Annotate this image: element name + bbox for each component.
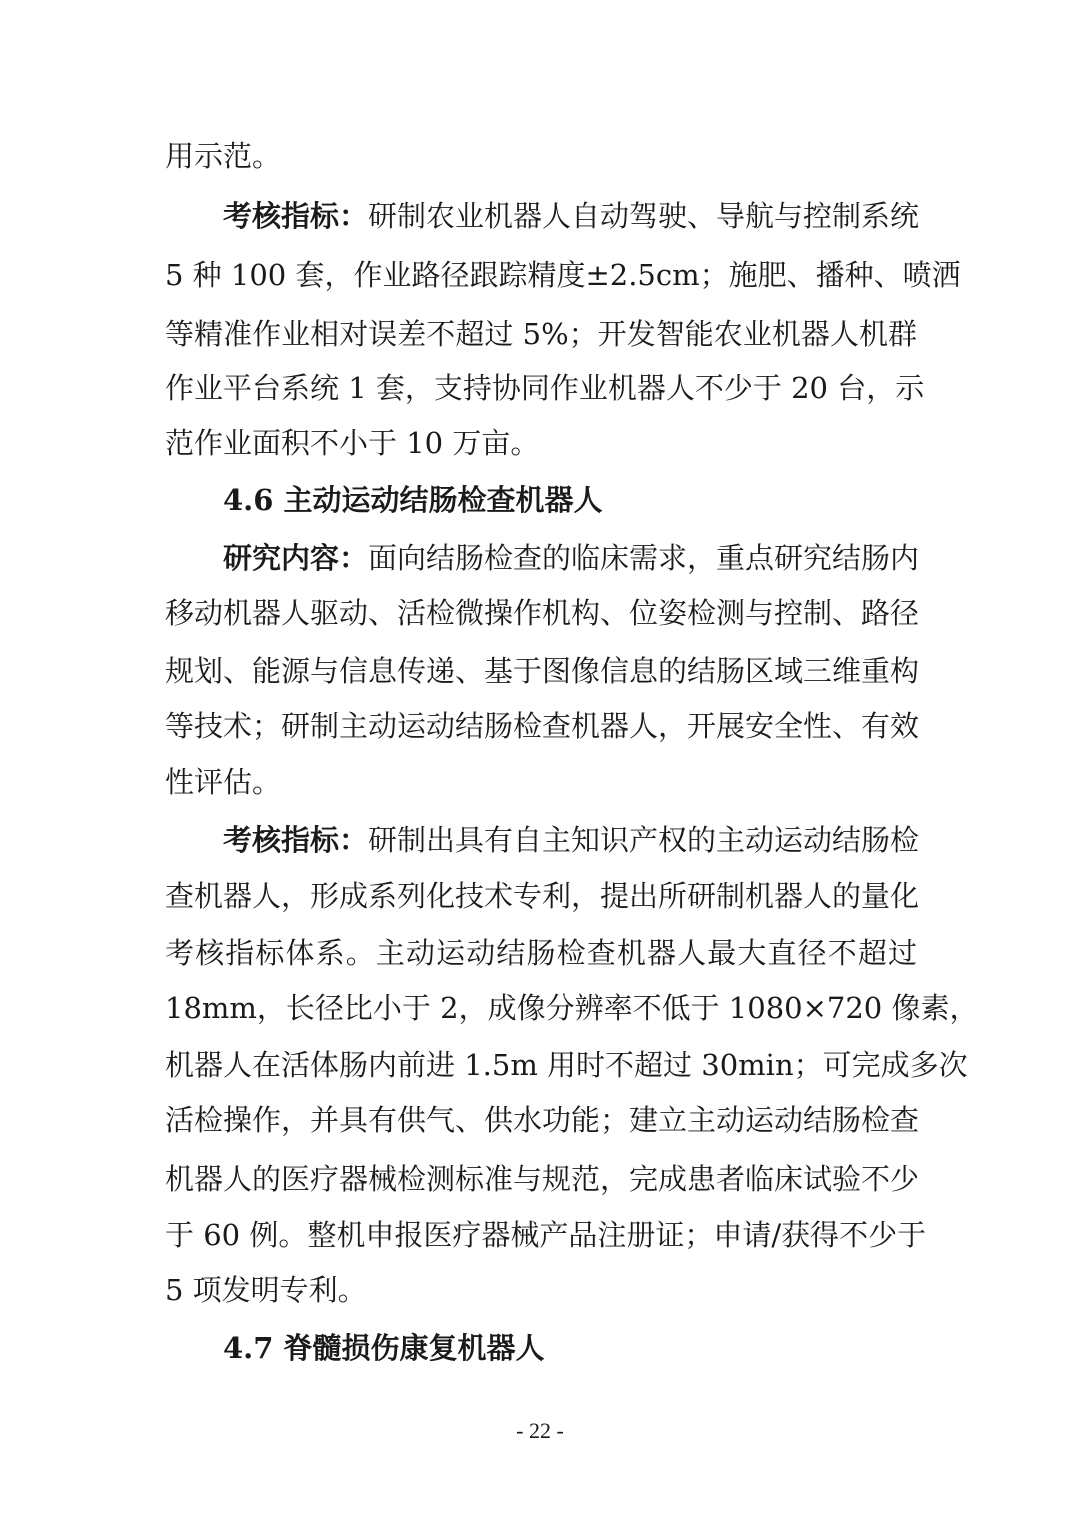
- assessment-text: 研制出具有自主知识产权的主动运动结肠检: [368, 823, 920, 857]
- section-heading-4-7: 4.7 脊髓损伤康复机器人: [223, 1331, 545, 1365]
- assessment-paragraph-1-line: 范作业面积不小于 10 万亩。: [165, 426, 540, 460]
- assessment-paragraph-1-line: 5 种 100 套，作业路径跟踪精度±2.5cm；施肥、播种、喷洒: [165, 258, 961, 292]
- assessment-paragraph-2-line: [223, 820, 920, 860]
- assessment-paragraph-1-line: 作业平台系统 1 套，支持协同作业机器人不少于 20 台，示: [165, 371, 925, 405]
- assessment-paragraph-2-line: 18mm，长径比小于 2，成像分辨率不低于 1080×720 像素，: [165, 991, 979, 1025]
- paragraph-continuation-line: 用示范。: [165, 139, 282, 173]
- research-paragraph-line: 等技术；研制主动运动结肠检查机器人，开展安全性、有效: [165, 709, 920, 743]
- assessment-label: 考核指标：: [223, 199, 369, 233]
- assessment-paragraph-2-line: 5 项发明专利。: [165, 1273, 367, 1307]
- section-heading-4-6: 4.6 主动运动结肠检查机器人: [223, 483, 603, 517]
- research-paragraph-line: [223, 538, 920, 578]
- assessment-paragraph-1-line: 等精准作业相对误差不超过 5%；开发智能农业机器人机群: [165, 317, 917, 351]
- assessment-paragraph-2-line: 查机器人，形成系列化技术专利，提出所研制机器人的量化: [165, 879, 920, 913]
- page-number: - 22 -: [516, 1418, 564, 1443]
- assessment-paragraph-1-line: [223, 196, 920, 236]
- assessment-paragraph-2-line: 于 60 例。整机申报医疗器械产品注册证；申请/获得不少于: [165, 1218, 927, 1252]
- research-paragraph-line: 移动机器人驱动、活检微操作机构、位姿检测与控制、路径: [165, 596, 920, 630]
- assessment-label: 考核指标：: [223, 823, 369, 857]
- assessment-paragraph-2-line: 考核指标体系。主动运动结肠检查机器人最大直径不超过: [165, 936, 917, 970]
- assessment-paragraph-2-line: 机器人在活体肠内前进 1.5m 用时不超过 30min；可完成多次: [165, 1048, 968, 1082]
- assessment-paragraph-2-line: 活检操作，并具有供气、供水功能；建立主动运动结肠检查: [165, 1103, 920, 1137]
- research-paragraph-line: 规划、能源与信息传递、基于图像信息的结肠区域三维重构: [165, 654, 920, 688]
- research-label: 研究内容：: [223, 541, 369, 575]
- research-text: 面向结肠检查的临床需求，重点研究结肠内: [368, 541, 920, 575]
- research-paragraph-line: 性评估。: [165, 765, 282, 799]
- assessment-text: 研制农业机器人自动驾驶、导航与控制系统: [368, 199, 920, 233]
- assessment-paragraph-2-line: 机器人的医疗器械检测标准与规范，完成患者临床试验不少: [165, 1162, 920, 1196]
